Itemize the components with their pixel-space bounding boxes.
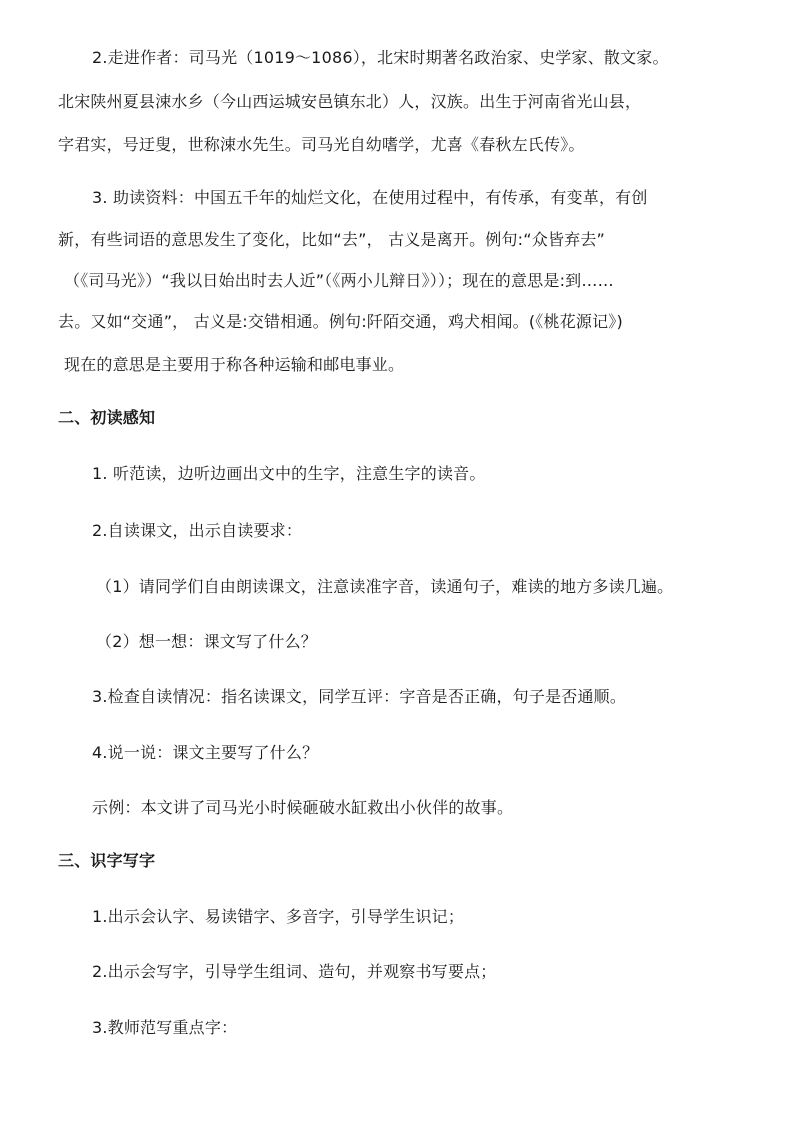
reading-material-line-3: （《司马光》）“我以日始出时去人近”（《两小儿辩日》））；现在的意思是:到…… [64,271,614,290]
reading-material-line-4: 去。又如“交通”， 古义是:交错相通。例句:阡陌交通，鸡犬相闻。(《桃花源记》) [58,312,623,331]
reading-material-line-2: 新，有些词语的意思发生了变化，比如“去”， 古义是离开。例句:“众皆弃去” [58,230,606,249]
section-two-sub-1: （1）请同学们自由朗读课文，注意读准字音，读通句子，难读的地方多读几遍。 [96,577,674,596]
section-two-item-2: 2.自读课文，出示自读要求： [92,521,303,540]
section-two-item-1: 1. 听范读，边听边画出文中的生字，注意生字的读音。 [92,464,486,483]
section-two-example: 示例：本文讲了司马光小时候砸破水缸救出小伙伴的故事。 [92,798,514,817]
section-two-heading: 二、初读感知 [58,408,156,427]
section-three-item-3: 3.教师范写重点字： [92,1018,238,1037]
reading-material-line-5: 现在的意思是主要用于称各种运输和邮电事业。 [64,355,405,374]
author-intro-line-2: 北宋陕州夏县涑水乡（今山西运城安邑镇东北）人，汉族。出生于河南省光山县， [58,92,642,111]
reading-material-line-1: 3. 助读资料：中国五千年的灿烂文化，在使用过程中，有传承，有变革，有创 [92,188,648,207]
author-intro-line-3: 字君实，号迂叟，世称涑水先生。司马光自幼嗜学，尤喜《春秋左氏传》。 [58,135,585,154]
section-two-item-4: 4.说一说：课文主要写了什么？ [92,743,319,762]
section-three-heading: 三、识字写字 [58,851,156,870]
author-intro-line-1: 2.走进作者：司马光（1019～1086），北宋时期著名政治家、史学家、散文家。 [92,48,669,67]
section-three-item-2: 2.出示会写字，引导学生组词、造句，并观察书写要点； [92,962,497,981]
section-three-item-1: 1.出示会认字、易读错字、多音字，引导学生识记； [92,907,465,926]
section-two-sub-2: （2）想一想：课文写了什么？ [96,632,317,651]
section-two-item-3: 3.检查自读情况：指名读课文，同学互评：字音是否正确，句子是否通顺。 [92,687,627,706]
